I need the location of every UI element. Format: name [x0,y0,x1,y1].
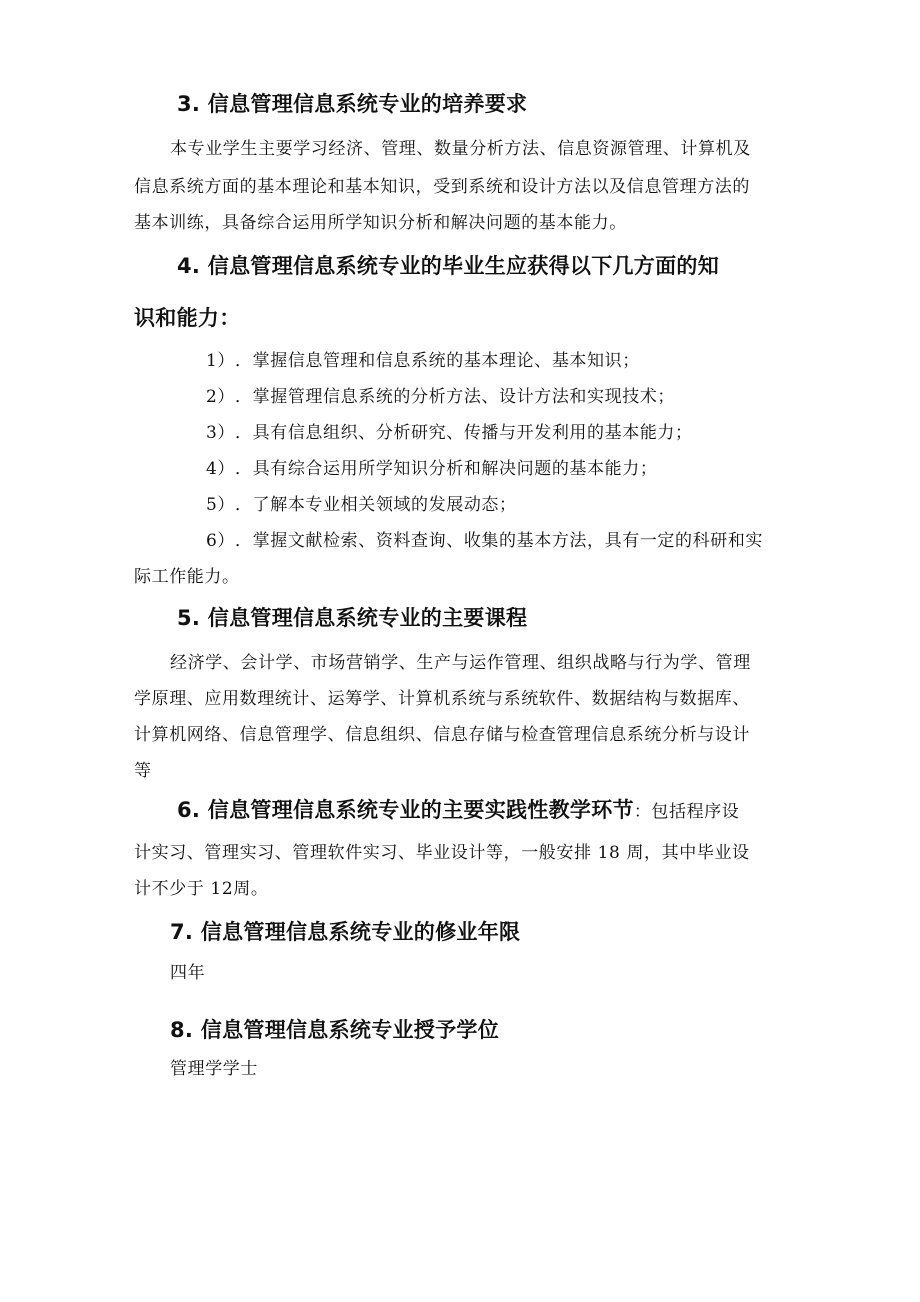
section-4-heading-cont: 识和能力： [134,306,241,330]
list-item-text: ．掌握信息管理和信息系统的基本理论、基本知识； [235,351,640,371]
list-item-number: 2） [206,387,236,407]
section-6-line: 计实习、管理实习、管理软件实习、毕业设计等，一般安排 18 周，其中毕业设 [134,843,750,863]
section-8-heading: 8. 信息管理信息系统专业授予学位 [170,1018,499,1042]
section-5-line: 计算机网络、信息管理学、信息组织、信息存储与检查管理信息系统分析与设计 [134,725,750,745]
section-6-heading-text: 6. 信息管理信息系统专业的主要实践性教学环节 [177,798,634,822]
list-item-number: 6） [206,531,236,551]
list-item-number: 5） [206,495,236,515]
list-item-number: 1） [206,351,236,371]
section-3-line: 基本训练，具备综合运用所学知识分析和解决问题的基本能力。 [134,213,627,233]
list-item [206,490,517,515]
section-4-heading: 4. 信息管理信息系统专业的毕业生应获得以下几方面的知 [177,254,719,278]
list-item [206,454,657,479]
list-item [206,526,763,551]
section-3-line: 本专业学生主要学习经济、管理、数量分析方法、信息资源管理、计算机及 [170,139,751,159]
list-item-text: ．掌握管理信息系统的分析方法、设计方法和实现技术； [235,387,676,407]
list-item-text: ．具有信息组织、分析研究、传播与开发利用的基本能力； [235,423,693,443]
list-item-number: 4） [206,459,236,479]
section-5-heading: 5. 信息管理信息系统专业的主要课程 [177,606,528,630]
section-7-heading: 7. 信息管理信息系统专业的修业年限 [170,920,521,944]
section-5-line: 学原理、应用数理统计、运筹学、计算机系统与系统软件、数据结构与数据库、 [134,689,750,709]
section-5-line: 等 [134,761,152,781]
section-3-line: 信息系统方面的基本理论和基本知识，受到系统和设计方法以及信息管理方法的 [134,177,750,197]
list-item [206,346,640,371]
section-5-line: 经济学、会计学、市场营销学、生产与运作管理、组织战略与行为学、管理 [170,653,751,673]
section-6-heading-tail: ：包括程序设 [633,802,740,822]
section-6-line: 计不少于 12周。 [134,879,269,899]
list-item-text: ．具有综合运用所学知识分析和解决问题的基本能力； [235,459,658,479]
section-7-body: 四年 [170,963,206,983]
list-item [206,418,693,443]
section-6-heading [177,794,739,824]
list-item [206,382,675,407]
list-item-number: 3） [206,423,236,443]
list-item-text: ．了解本专业相关领域的发展动态； [235,495,517,515]
list-item-text: ．掌握文献检索、资料查询、收集的基本方法，具有一定的科研和实 [235,531,764,551]
list-item-continuation: 际工作能力。 [134,567,240,587]
section-8-body: 管理学学士 [170,1059,258,1079]
section-3-heading: 3. 信息管理信息系统专业的培养要求 [177,92,528,116]
